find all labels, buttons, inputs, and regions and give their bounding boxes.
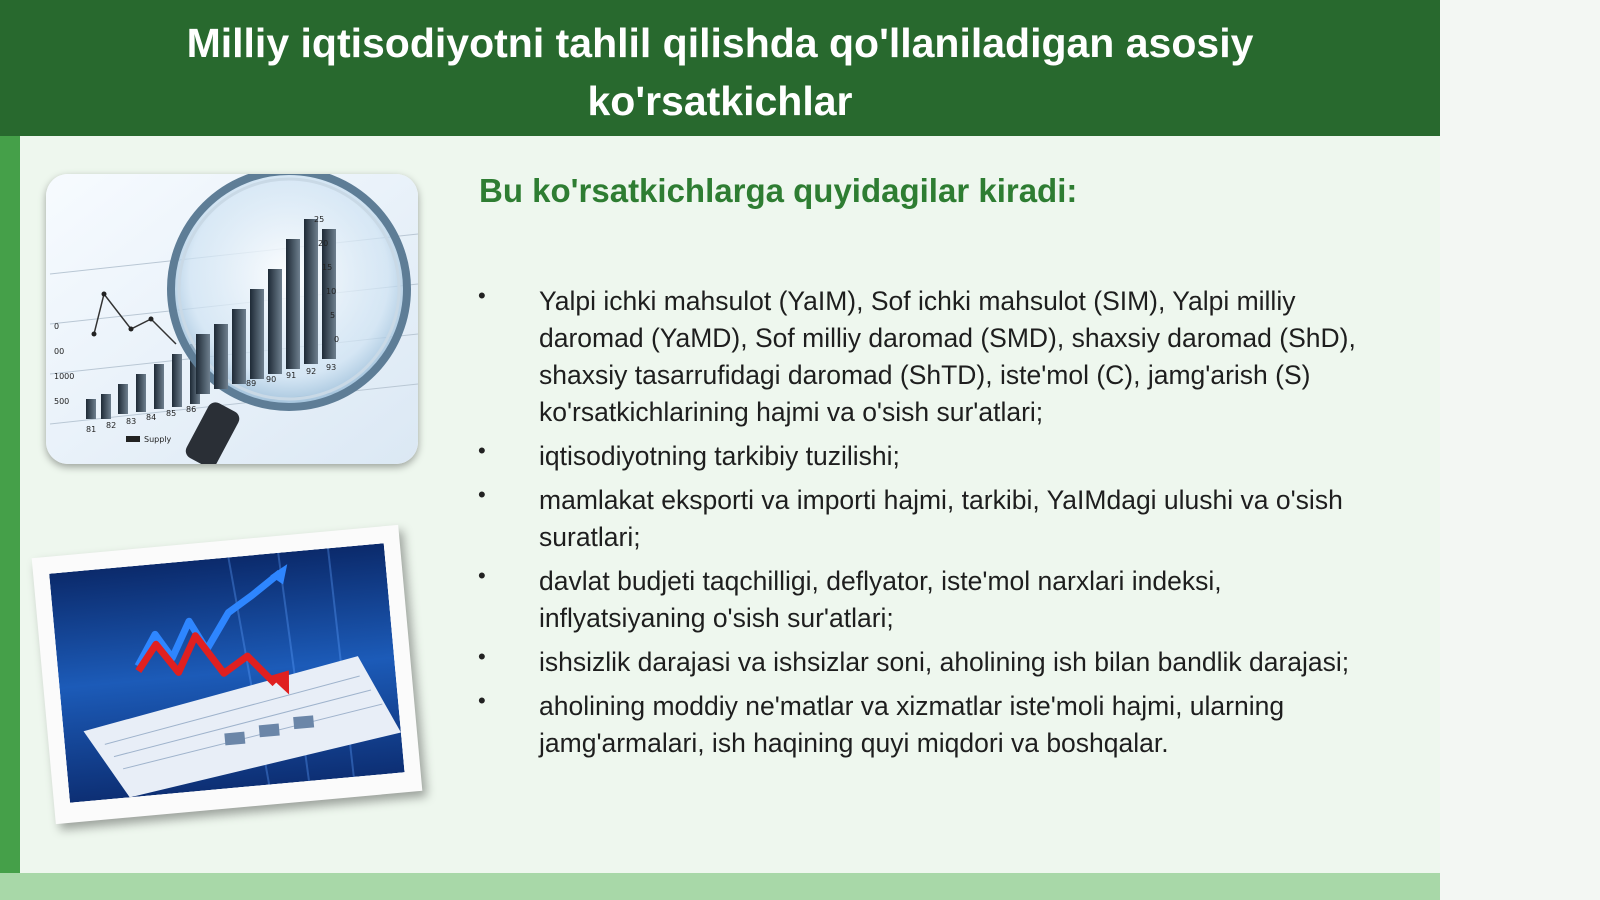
bullet-icon: • [478,283,486,308]
lens-label: 25 [314,215,325,224]
lens-x-label: 89 [246,379,257,388]
tick-label: 81 [86,425,97,434]
list-item-text: davlat budjeti taqchilligi, deflyator, iste'mol narxlari indeksi, inflyatsiyaning o'sish sur'atlari; [539,566,1222,633]
footer-bar [0,873,1440,900]
list-item [478,644,1378,681]
bullet-icon: • [478,482,486,507]
background-strip [1440,0,1600,900]
lens-x-label: 93 [326,363,337,372]
list-item [478,688,1378,762]
lens-x-label: 90 [266,375,277,384]
y-label: 00 [54,347,65,356]
title-banner [0,0,1440,136]
lens-label: 0 [334,335,340,344]
arrows-report-image [32,525,423,824]
list-item [478,438,1378,475]
lens-x-label: 92 [306,367,317,376]
list-item [478,482,1378,556]
zigzag-arrows-icon [49,543,404,803]
magnifying-glass-icon [46,174,418,464]
bullet-icon: • [478,644,486,669]
list-item [478,563,1378,637]
y-label: 500 [54,397,70,406]
y-label: 0 [54,322,60,331]
content-subtitle: Bu ko'rsatkichlarga quyidagilar kiradi: [479,172,1078,209]
y-label: 1000 [54,372,75,381]
list-item-text: mamlakat eksporti va importi hajmi, tarkibi, YaIMdagi ulushi va o'sish suratlari; [539,485,1343,552]
lens-x-label: 91 [286,371,297,380]
magnifier-chart-image [46,174,418,464]
slide-title: Milliy iqtisodiyotni tahlil qilishda qo'llaniladigan asosiy ko'rsatkichlar [186,20,1254,124]
bullet-list [478,283,1378,769]
tick-label: 84 [146,413,157,422]
lens-label: 10 [326,287,337,296]
list-item [478,283,1378,431]
list-item-text: ishsizlik darajasi va ishsizlar soni, aholining ish bilan bandlik darajasi; [539,647,1350,677]
left-accent-bar [0,136,20,873]
bullet-icon: • [478,563,486,588]
lens-label: 20 [318,239,329,248]
tick-label: 83 [126,417,137,426]
list-item-text: Yalpi ichki mahsulot (YaIM), Sof ichki mahsulot (SIM), Yalpi milliy daromad (YaMD), Sof milliy daromad (SMD), shaxsiy daromad (ShD), shaxsiy tasarrufidagi daromad (ShTD), iste'mol (C), jamg'arish (S) ko'rsatkichlarining hajmi va o'sish sur'atlari; [539,286,1356,427]
tick-label: 82 [106,421,117,430]
legend-label: Supply [144,435,172,444]
bullet-icon: • [478,438,486,463]
list-item-text: iqtisodiyotning tarkibiy tuzilishi; [539,441,900,471]
bullet-icon: • [478,688,486,713]
list-item-text: aholining moddiy ne'matlar va xizmatlar iste'moli hajmi, ularning jamg'armalari, ish haqining quyi miqdori va boshqalar. [539,691,1285,758]
lens-label: 5 [330,311,336,320]
tick-label: 86 [186,405,197,414]
lens-label: 15 [322,263,333,272]
tick-label: 85 [166,409,177,418]
